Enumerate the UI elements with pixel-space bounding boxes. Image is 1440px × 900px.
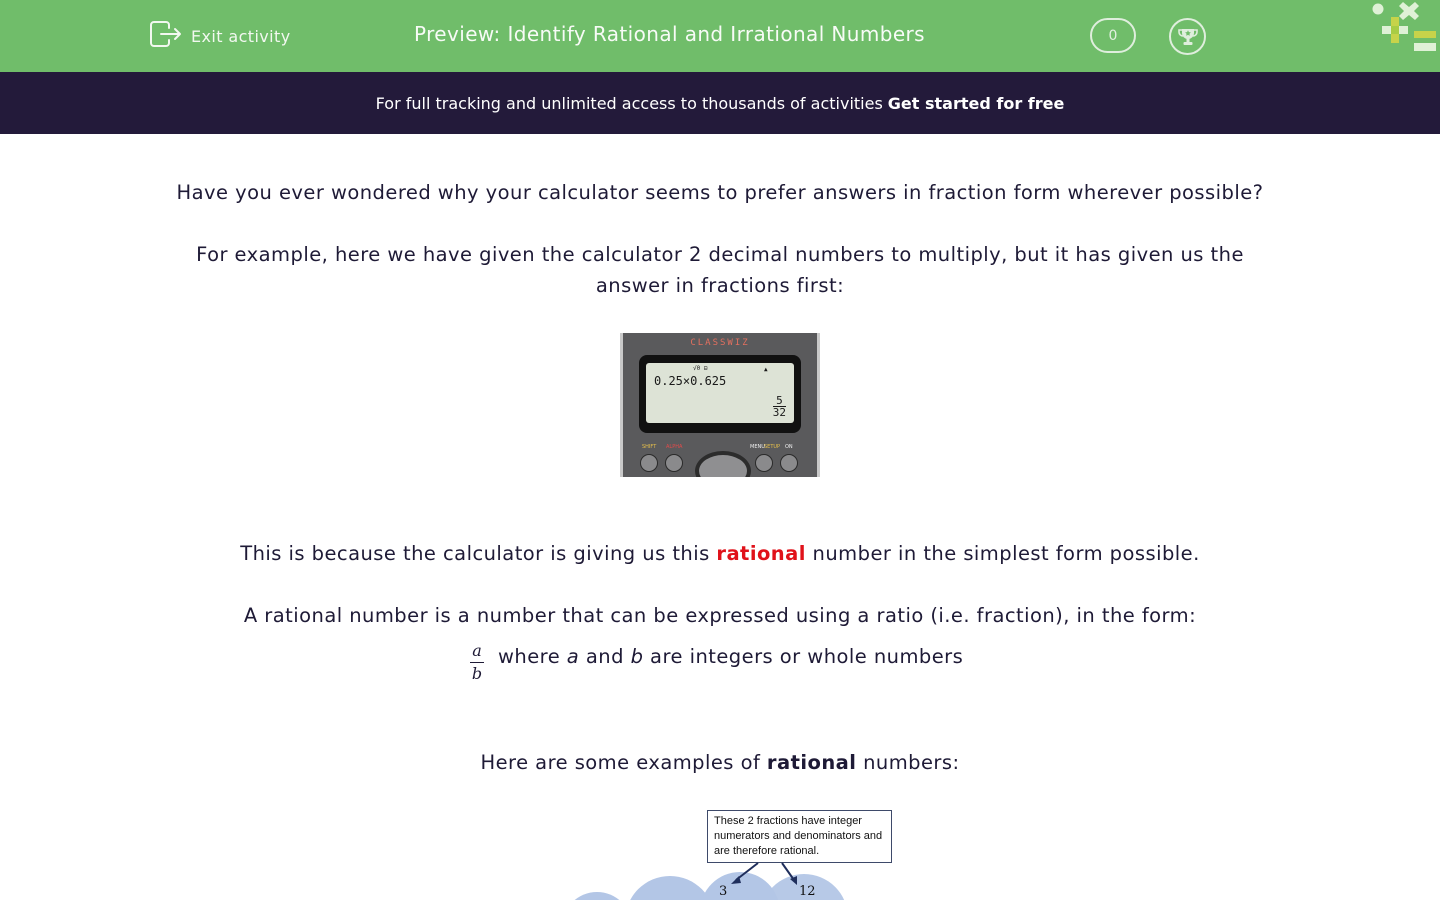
- text: where: [498, 645, 561, 668]
- calculator-input: 0.25×0.625: [654, 374, 727, 388]
- fraction-label-3: 3: [719, 884, 728, 899]
- shift-key: [640, 454, 658, 472]
- result-denominator: 32: [772, 406, 786, 419]
- text: and: [585, 645, 624, 668]
- page-title: Preview: Identify Rational and Irrational Numbers: [414, 22, 925, 46]
- text: numbers:: [863, 751, 960, 774]
- intro-paragraph: Have you ever wondered why your calculator seems to prefer answers in fraction form wherever possible?: [176, 181, 1264, 204]
- fraction-numerator: a: [470, 640, 484, 663]
- exit-icon: [149, 20, 183, 52]
- trophy-button[interactable]: [1169, 18, 1206, 55]
- exit-activity-label: Exit activity: [191, 26, 291, 46]
- example-line-2: answer in fractions first:: [595, 274, 845, 297]
- on-key: [780, 454, 798, 472]
- text: number in the simplest form possible.: [812, 542, 1200, 565]
- calculator-dpad: [695, 451, 751, 477]
- menu-key: [755, 454, 773, 472]
- menu-key-label: MENU: [750, 444, 765, 450]
- fraction-denominator: b: [471, 664, 483, 683]
- shift-key-label: SHIFT: [642, 444, 657, 450]
- example-line-1: For example, here we have given the calculator 2 decimal numbers to multiply, but it has given us the: [196, 243, 1244, 266]
- alpha-key-label: ALPHA: [666, 444, 683, 450]
- arrow-icon: [550, 806, 910, 900]
- var-b: b: [630, 645, 644, 668]
- calculator-screen: [646, 363, 794, 423]
- highlighted-term: rational: [716, 542, 806, 565]
- fraction-label-12: 12: [799, 884, 816, 899]
- definition-paragraph: A rational number is a number that can be expressed using a ratio (i.e. fraction), in the form:: [243, 604, 1197, 627]
- rational-explanation: [0, 538, 1440, 569]
- calculator-screen-frame: [639, 355, 801, 433]
- exit-activity-button[interactable]: [149, 21, 291, 51]
- score-badge: 0: [1090, 18, 1136, 53]
- alpha-key: [665, 454, 683, 472]
- setup-key-label: SETUP: [764, 444, 781, 450]
- fraction-a-over-b: [470, 640, 484, 685]
- up-arrow-icon: ▲: [764, 366, 768, 373]
- text: Here are some examples of: [480, 751, 761, 774]
- callout-box: These 2 fractions have integer numerators and denominators and are therefore rational.: [707, 810, 892, 863]
- promo-banner: [0, 72, 1440, 134]
- text: This is because the calculator is giving us this: [240, 542, 710, 565]
- calculator-indicator: √0 ⊟: [693, 365, 708, 372]
- bold-term: rational: [766, 751, 857, 774]
- text: are integers or whole numbers: [650, 645, 964, 668]
- calculator-image: [620, 333, 820, 477]
- example-paragraph: [0, 239, 1440, 301]
- calculator-result: [773, 395, 786, 418]
- top-bar: [0, 0, 1440, 72]
- get-started-link[interactable]: Get started for free: [887, 93, 1065, 113]
- promo-text: For full tracking and unlimited access to thousands of activities: [375, 93, 883, 113]
- var-a: a: [566, 645, 580, 668]
- trophy-icon: [1177, 26, 1199, 48]
- calculator-brand: CLASSWIZ: [690, 338, 750, 348]
- where-clause: [498, 641, 963, 672]
- examples-heading: [0, 747, 1440, 778]
- on-key-label: ON: [785, 444, 793, 450]
- rational-examples-diagram: [550, 806, 910, 900]
- math-symbols-logo-icon: [1366, 0, 1440, 60]
- result-numerator: 5: [773, 395, 786, 407]
